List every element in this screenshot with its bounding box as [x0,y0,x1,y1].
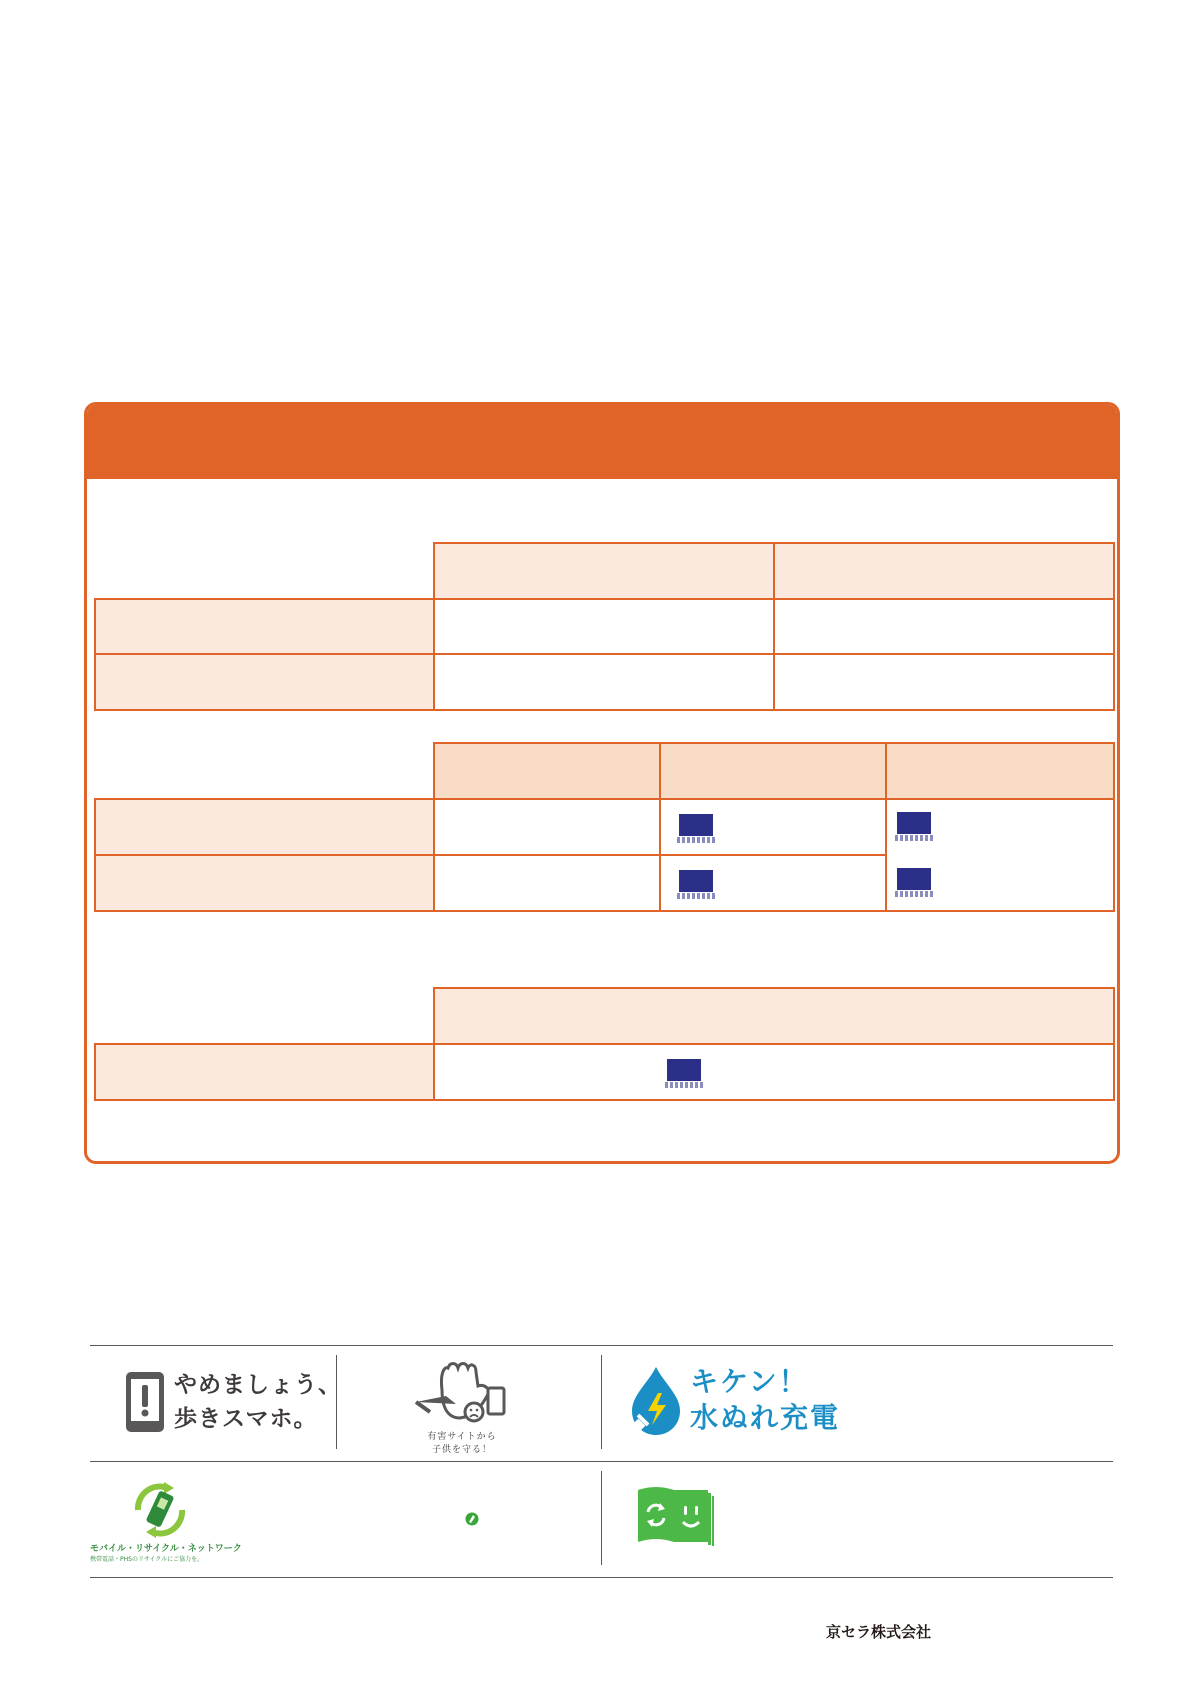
recycle-phone-icon [128,1478,192,1542]
free-call-mark-icon [679,870,713,900]
table1-row1-col2 [773,598,1115,655]
free-call-mark-icon [667,1059,701,1089]
smiling-book-icon [634,1484,720,1548]
table2-row2-col1 [433,854,661,912]
logo-strip-top-rule [90,1345,1113,1346]
table2-rows-col3 [885,798,1115,912]
free-call-mark-icon [897,868,931,898]
table1-row1-col1 [433,598,775,655]
table1-header-col2 [773,542,1115,600]
hand-blocking-phone-icon [412,1360,512,1430]
table3-row1-value [433,1043,1115,1101]
mobile-recycle-caption: モバイル・リサイクル・ネットワーク [90,1544,242,1554]
table1-row2-col2 [773,653,1115,711]
free-call-mark-icon [897,812,931,842]
table2-header-col1 [433,742,661,800]
table2-row1-col2 [659,798,887,856]
table2-row2-col2 [659,854,887,912]
table2-row1-label [94,798,435,856]
water-drop-plug-icon [628,1365,684,1437]
walk-smartphone-line1: やめましょう、 [174,1372,342,1398]
small-recycle-mark-icon [465,1511,479,1525]
company-name: 京セラ株式会社 [826,1623,932,1641]
filtering-line1: 有害サイトから [427,1432,497,1442]
table2-header-col3 [885,742,1115,800]
filtering-line2: 子供を守る！ [431,1445,492,1455]
table1-row1-label [94,598,435,655]
free-call-mark-icon [679,814,713,844]
table1-row2-col1 [433,653,775,711]
table1-header-col1 [433,542,775,600]
table1-row2-label [94,653,435,711]
wet-charging-line2: 水ぬれ充電 [690,1401,841,1434]
logo-strip-bottom-rule [90,1577,1113,1578]
walk-smartphone-line2: 歩きスマホ。 [174,1406,318,1432]
logo-strip-middle-rule [90,1461,1113,1462]
panel-header-bar [87,405,1117,479]
contact-info-panel [84,402,1120,1164]
wet-charging-line1: キケン！ [690,1365,809,1398]
smartphone-warning-icon [124,1370,166,1434]
logo-divider-2 [601,1355,602,1449]
table3-row1-label [94,1043,435,1101]
table3-header [433,987,1115,1045]
mobile-recycle-sub: 携帯電話・PHSのリサイクルにご協力を。 [90,1556,204,1563]
table2-row1-col1 [433,798,661,856]
table2-row2-label [94,854,435,912]
table2-header-col2 [659,742,887,800]
logo-divider-3 [601,1471,602,1565]
